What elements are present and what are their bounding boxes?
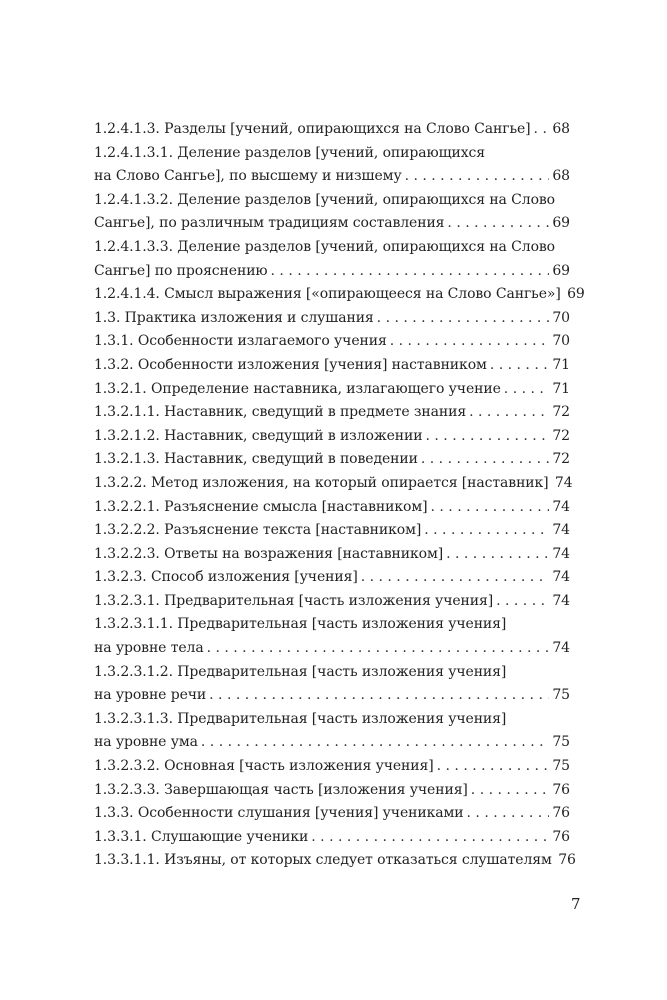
toc-entry-title: 1.3.3.1.1. Изъяны, от которых следует отказаться слушателям xyxy=(94,852,552,869)
dot-leader xyxy=(209,684,549,708)
toc-entry-page: 74 xyxy=(552,522,570,539)
toc-entry-page: 68 xyxy=(552,121,570,137)
toc-entry-page: 72 xyxy=(552,404,570,421)
toc-entry-title: 1.3.2.2.2. Разъяснение текста [наставником] xyxy=(94,522,422,539)
toc-entry-title: 1.2.4.1.3.2. Деление разделов [учений, опирающихся на Слово xyxy=(94,191,556,208)
toc-entry-title: 1.3.2.2. Метод изложения, на который опирается [наставник] xyxy=(94,474,549,491)
toc-entry xyxy=(94,401,570,425)
page-number: 7 xyxy=(571,895,581,913)
toc-entry-title: 1.2.4.1.4. Смысл выражения [«опирающееся на Слово Сангье»] xyxy=(94,286,561,303)
toc-entry xyxy=(94,519,570,543)
toc-entry-title: 1.3.2.1.3. Наставник, сведущий в поведении xyxy=(94,451,418,468)
toc-entry-page: 72 xyxy=(552,451,570,468)
dot-leader xyxy=(469,401,549,425)
toc-entry-page: 68 xyxy=(552,168,570,185)
toc-entry xyxy=(94,354,570,378)
toc-entry xyxy=(94,236,570,260)
dot-leader xyxy=(426,425,550,449)
dot-leader xyxy=(496,590,549,614)
dot-leader xyxy=(201,731,549,755)
toc-entry xyxy=(94,260,570,284)
toc-entry xyxy=(94,189,570,213)
toc-entry xyxy=(94,425,570,449)
toc-entry xyxy=(94,802,570,826)
toc-entry xyxy=(94,212,570,236)
toc-entry-page: 74 xyxy=(554,474,573,491)
toc-entry-title: на уровне тела xyxy=(94,640,204,657)
toc-entry-title: 1.3.2.1.2. Наставник, сведущий в изложении xyxy=(94,427,423,444)
toc-entry-title: 1.3.2.3.1.1. Предварительная [часть изложения учения] xyxy=(94,616,507,633)
toc-entry-title: 1.2.4.1.3.3. Деление разделов [учений, опирающихся на Слово xyxy=(94,238,556,255)
toc-entry-title: Сангье] по прояснению xyxy=(94,262,268,279)
toc-entry xyxy=(94,330,570,354)
toc-entry xyxy=(94,543,570,567)
dot-leader xyxy=(467,802,549,826)
toc-entry-page: 71 xyxy=(552,380,570,397)
toc-entry-page: 72 xyxy=(552,427,570,444)
dot-leader xyxy=(271,260,549,284)
toc-entry-title: 1.3.2.3. Способ изложения [учения] xyxy=(94,569,358,586)
toc-entry xyxy=(94,849,576,873)
toc-entry-page: 75 xyxy=(552,734,570,751)
dot-leader xyxy=(447,212,549,236)
toc-entry xyxy=(94,566,570,590)
toc-entry-title: 1.3.2.1. Определение наставника, излагающего учение xyxy=(94,380,501,397)
toc-entry xyxy=(94,755,570,779)
toc-entry-title: 1.3.2.1.1. Наставник, сведущий в предмете знания xyxy=(94,404,467,421)
toc-entry-page: 74 xyxy=(552,498,570,515)
dot-leader xyxy=(471,779,549,803)
dot-leader xyxy=(534,118,549,142)
toc-entry-page: 74 xyxy=(552,569,570,586)
toc-entry-page: 75 xyxy=(552,687,570,704)
dot-leader xyxy=(431,496,550,520)
toc-entry-page: 75 xyxy=(552,758,570,775)
dot-leader xyxy=(311,826,549,850)
toc-entry-page: 74 xyxy=(552,640,570,657)
dot-leader xyxy=(504,378,549,402)
toc-entry xyxy=(94,307,570,331)
dot-leader xyxy=(405,165,549,189)
toc-entry xyxy=(94,142,570,166)
toc-entry xyxy=(94,731,570,755)
toc-entry-title: на уровне ума xyxy=(94,734,198,751)
toc-entry xyxy=(94,378,570,402)
toc-entry xyxy=(94,661,570,685)
toc-entry xyxy=(94,165,570,189)
toc-entry xyxy=(94,118,570,142)
toc-entry-title: 1.3.2. Особенности изложения [учения] наставником xyxy=(94,356,487,373)
toc-entry xyxy=(94,283,585,307)
toc-entry xyxy=(94,448,570,472)
toc-entry-page: 76 xyxy=(558,852,576,869)
toc-entry-title: Сангье], по различным традициям составления xyxy=(94,215,445,232)
dot-leader xyxy=(377,307,549,331)
table-of-contents xyxy=(94,118,585,873)
toc-entry-page: 69 xyxy=(567,286,585,303)
toc-entry-title: 1.3.2.2.1. Разъяснение смысла [наставником] xyxy=(94,498,428,515)
toc-entry-title: 1.3.2.3.1.3. Предварительная [часть изложения учения] xyxy=(94,710,507,727)
toc-entry-title: 1.3.1. Особенности излагаемого учения xyxy=(94,333,387,350)
dot-leader xyxy=(437,755,549,779)
toc-entry-title: 1.2.4.1.3.1. Деление разделов [учений, опирающихся xyxy=(94,144,485,161)
toc-entry-title: 1.3.2.3.2. Основная [часть изложения учения] xyxy=(94,758,434,775)
toc-entry-page: 69 xyxy=(552,215,570,232)
toc-entry-title: 1.3.2.2.3. Ответы на возражения [наставником] xyxy=(94,545,444,562)
toc-entry-title: 1.2.4.1.3. Разделы [учений, опирающихся на Слово Сангье] xyxy=(94,121,531,137)
toc-entry-title: 1.3.3. Особенности слушания [учения] учениками xyxy=(94,805,464,822)
dot-leader xyxy=(421,448,549,472)
dot-leader xyxy=(390,330,549,354)
toc-entry xyxy=(94,826,570,850)
toc-entry-page: 76 xyxy=(552,781,570,798)
toc-entry-title: на Слово Сангье], по высшему и низшему xyxy=(94,168,402,185)
dot-leader xyxy=(446,543,549,567)
dot-leader xyxy=(490,354,549,378)
toc-entry xyxy=(94,496,570,520)
toc-entry xyxy=(94,684,570,708)
toc-entry-page: 76 xyxy=(552,805,570,822)
toc-entry-page: 70 xyxy=(552,333,570,350)
toc-entry xyxy=(94,590,570,614)
toc-entry xyxy=(94,708,570,732)
toc-entry-page: 76 xyxy=(552,828,570,845)
toc-entry-title: 1.3.2.3.1.2. Предварительная [часть изложения учения] xyxy=(94,663,507,680)
toc-entry-page: 70 xyxy=(552,309,570,326)
toc-entry-page: 74 xyxy=(552,592,570,609)
toc-entry-title: 1.3.2.3.1. Предварительная [часть изложения учения] xyxy=(94,592,494,609)
dot-leader xyxy=(361,566,549,590)
dot-leader xyxy=(207,637,549,661)
toc-entry xyxy=(94,613,570,637)
toc-entry xyxy=(94,779,570,803)
toc-entry xyxy=(94,472,573,496)
toc-entry-page: 74 xyxy=(552,545,570,562)
toc-entry-title: на уровне речи xyxy=(94,687,207,704)
toc-entry-page: 71 xyxy=(552,356,570,373)
toc-entry-title: 1.3.2.3.3. Завершающая часть [изложения учения] xyxy=(94,781,468,798)
toc-entry xyxy=(94,637,570,661)
toc-entry-title: 1.3.3.1. Слушающие ученики xyxy=(94,828,309,845)
dot-leader xyxy=(424,519,549,543)
toc-entry-title: 1.3. Практика изложения и слушания xyxy=(94,309,374,326)
toc-entry-page: 69 xyxy=(552,262,570,279)
